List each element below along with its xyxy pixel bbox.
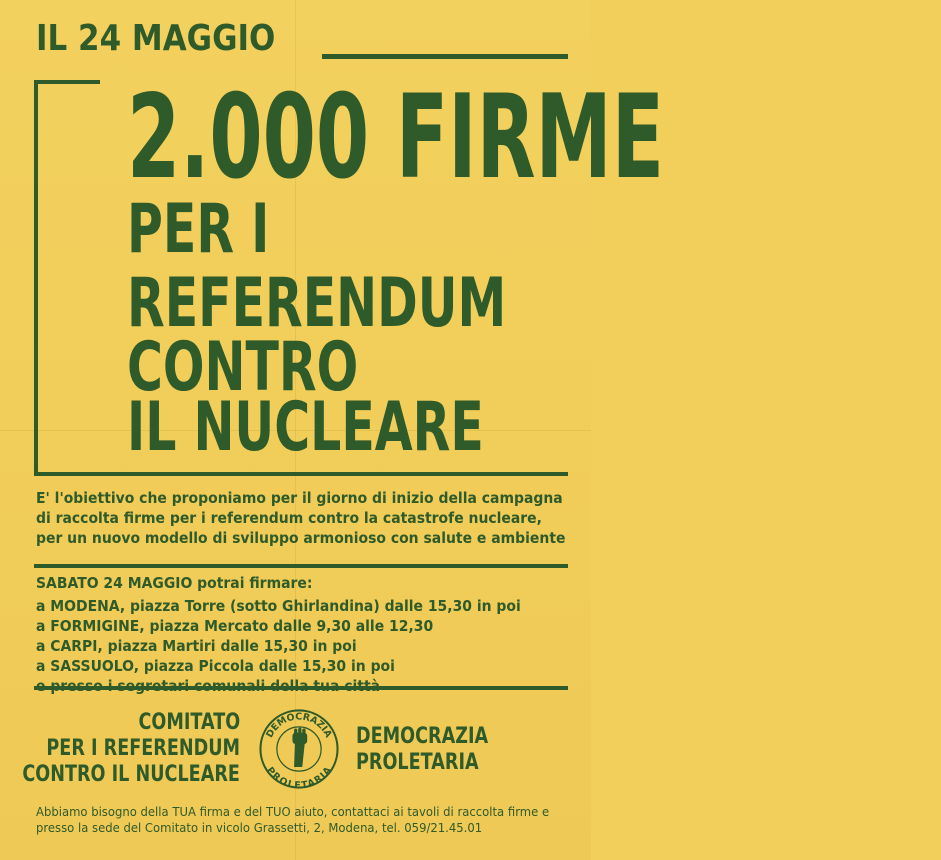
bracket-top	[34, 80, 100, 84]
top-heading: IL 24 MAGGIO	[36, 18, 276, 59]
committee-line-3: CONTRO IL NUCLEARE	[22, 762, 240, 787]
top-heading-rule	[322, 54, 568, 59]
headline-line-3: REFERENDUM	[127, 264, 507, 343]
intro-line-2: di raccolta firme per i referendum contro la catastrofe nucleare,	[36, 509, 542, 527]
intro-line-1: E' l'obiettivo che proponiamo per il giorno di inizio della campagna	[36, 489, 563, 507]
schedule-item: a FORMIGINE, piazza Mercato dalle 9,30 alle 12,30	[36, 617, 434, 635]
headline-line-4: CONTRO	[127, 328, 359, 407]
divider-top	[34, 564, 568, 568]
committee-line-2: PER I REFERENDUM	[46, 736, 240, 761]
party-name-line-1: DEMOCRAZIA	[356, 724, 489, 749]
bracket-left	[34, 80, 38, 476]
schedule-title: SABATO 24 MAGGIO potrai firmare:	[36, 574, 313, 592]
divider-bottom	[34, 686, 568, 690]
party-name-line-2: PROLETARIA	[356, 750, 479, 775]
footer-line-1: Abbiamo bisogno della TUA firma e del TUO aiuto, contattaci ai tavoli di raccolta firme e	[36, 804, 550, 819]
schedule-item: a CARPI, piazza Martiri dalle 15,30 in poi	[36, 637, 357, 655]
raised-fist-logo-icon	[258, 708, 340, 790]
schedule-item: a SASSUOLO, piazza Piccola dalle 15,30 in poi	[36, 657, 395, 675]
intro-line-3: per un nuovo modello di sviluppo armonioso con salute e ambiente	[36, 529, 566, 547]
logo-bottom-text: PROLETARIA	[264, 765, 334, 790]
schedule-item: a MODENA, piazza Torre (sotto Ghirlandina) dalle 15,30 in poi	[36, 597, 521, 615]
headline-line-5: IL NUCLEARE	[127, 388, 484, 467]
committee-line-1: COMITATO	[138, 710, 240, 735]
footer-line-2: presso la sede del Comitato in vicolo Grassetti, 2, Modena, tel. 059/21.45.01	[36, 820, 483, 835]
bracket-bottom	[34, 472, 568, 476]
logo-top-text: DEMOCRAZIA	[264, 711, 334, 740]
headline-line-1: 2.000 FIRME	[127, 70, 665, 205]
headline-line-2: PER I	[127, 190, 270, 269]
